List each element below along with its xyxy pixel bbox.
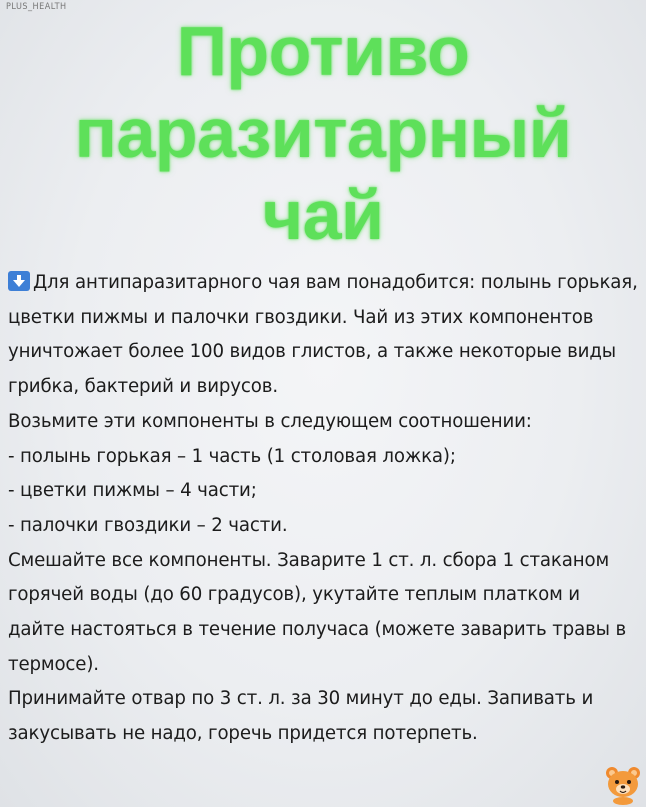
watermark-text: PLUS_HEALTH [6, 2, 67, 12]
list-item: - полынь горькая – 1 часть (1 столовая ложка); [8, 445, 456, 467]
ratio-heading: Возьмите эти компоненты в следующем соотношении: [8, 410, 532, 432]
bear-icon [603, 763, 643, 805]
preparation-paragraph: Смешайте все компоненты. Заварите 1 ст. л. сбора 1 стаканом горячей воды (до 60 градусов), укутайте теплым платком и дайте настояться в течение получаса (можете заварить травы в термосе). [8, 549, 627, 675]
title-line-2: паразитарный [74, 94, 572, 172]
list-item: - палочки гвоздики – 2 части. [8, 514, 288, 536]
article-body [8, 266, 640, 752]
page-title [0, 10, 646, 256]
title-line-3: чай [262, 176, 384, 254]
title-line-1: Противо [176, 12, 470, 90]
list-item: - цветки пижмы – 4 части; [8, 480, 257, 502]
intro-text: Для антипаразитарного чая вам понадобится: полынь горькая, цветки пижмы и палочки гвоздики. Чай из этих компонентов уничтожает более 100 видов глистов, а также некоторые виды грибка, бактерий и вирусов. [8, 272, 638, 398]
down-arrow-icon [8, 271, 30, 291]
dosage-paragraph: Принимайте отвар по 3 ст. л. за 30 минут до еды. Запивать и закусывать не надо, горечь придется потерпеть. [8, 688, 594, 745]
intro-paragraph [8, 266, 640, 405]
